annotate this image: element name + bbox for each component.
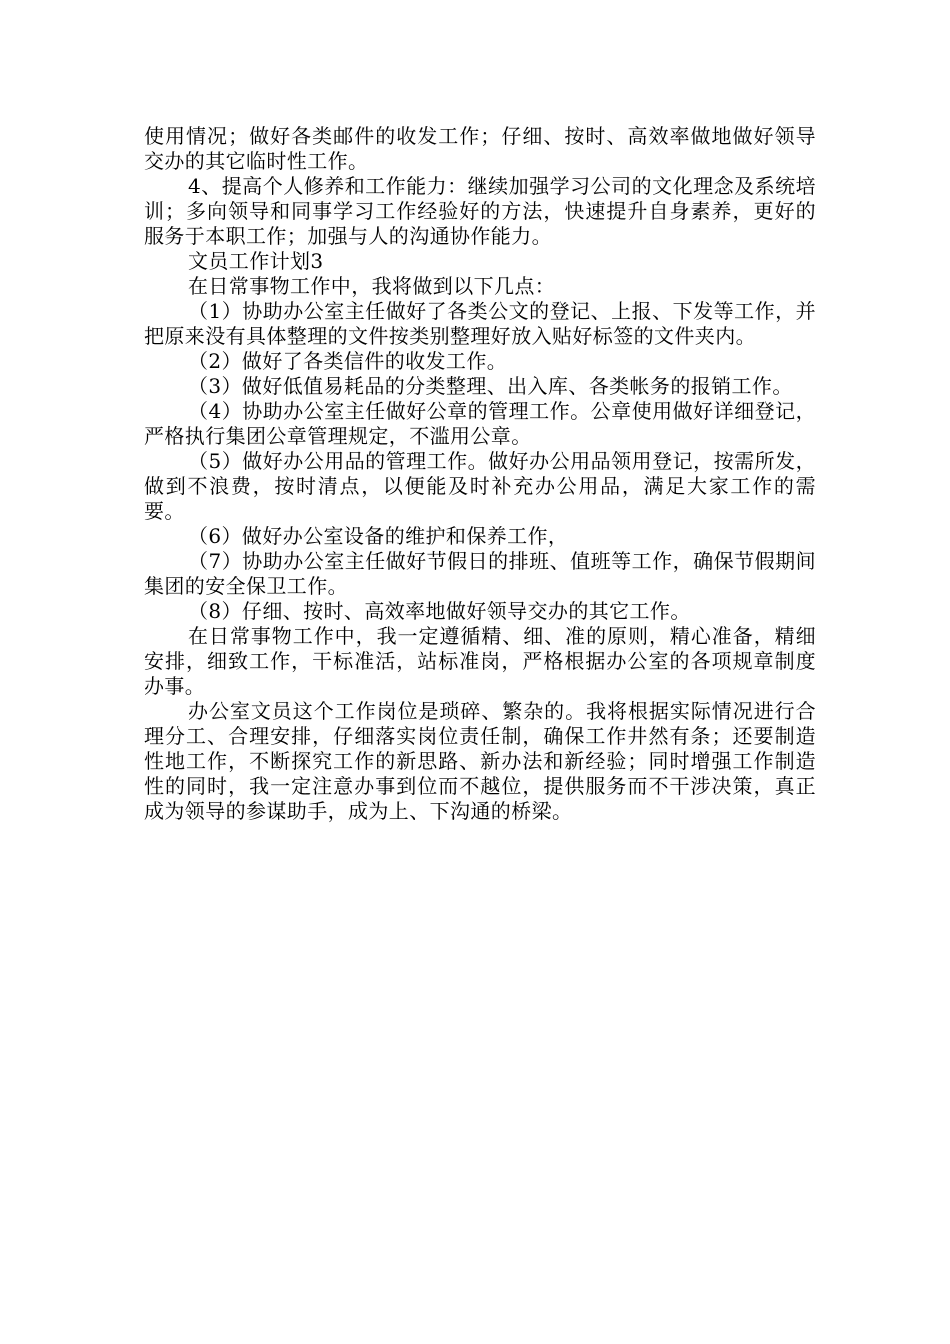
list-item-4: （4）协助办公室主任做好公章的管理工作。公章使用做好详细登记，严格执行集团公章管理规定，不滥用公章。 <box>144 399 816 448</box>
paragraph-item-4: 4、提高个人修养和工作能力：继续加强学习公司的文化理念及系统培训；多向领导和同事学习工作经验好的方法，快速提升自身素养，更好的服务于本职工作；加强与人的沟通协作能力。 <box>144 174 816 248</box>
list-item-6: （6）做好办公室设备的维护和保养工作， <box>188 524 569 548</box>
section-heading: 文员工作计划3 <box>188 249 324 273</box>
paragraph-intro: 在日常事物工作中，我将做到以下几点： <box>188 274 556 298</box>
list-item-3: （3）做好低值易耗品的分类整理、出入库、各类帐务的报销工作。 <box>188 374 793 398</box>
paragraph-principles: 在日常事物工作中，我一定遵循精、细、准的原则，精心准备，精细安排，细致工作，干标准活，站标准岗，严格根据办公室的各项规章制度办事。 <box>144 624 816 698</box>
paragraph-continuation: 使用情况；做好各类邮件的收发工作；仔细、按时、高效率做地做好领导交办的其它临时性工作。 <box>144 124 816 173</box>
document-body <box>144 124 816 824</box>
paragraph-conclusion: 办公室文员这个工作岗位是琐碎、繁杂的。我将根据实际情况进行合理分工、合理安排，仔细落实岗位责任制，确保工作井然有条；还要制造性地工作，不断探究工作的新思路、新办法和新经验；同时增强工作制造性的同时，我一定注意办事到位而不越位，提供服务而不干涉决策，真正成为领导的参谋助手，成为上、下沟通的桥梁。 <box>144 699 816 823</box>
list-item-7: （7）协助办公室主任做好节假日的排班、值班等工作，确保节假期间集团的安全保卫工作。 <box>144 549 816 598</box>
list-item-8: （8）仔细、按时、高效率地做好领导交办的其它工作。 <box>188 599 691 623</box>
list-item-1: （1）协助办公室主任做好了各类公文的登记、上报、下发等工作，并把原来没有具体整理的文件按类别整理好放入贴好标签的文件夹内。 <box>144 299 816 348</box>
list-item-2: （2）做好了各类信件的收发工作。 <box>188 349 508 373</box>
list-item-5: （5）做好办公用品的管理工作。做好办公用品领用登记，按需所发，做到不浪费，按时清点，以便能及时补充办公用品，满足大家工作的需要。 <box>144 449 816 523</box>
